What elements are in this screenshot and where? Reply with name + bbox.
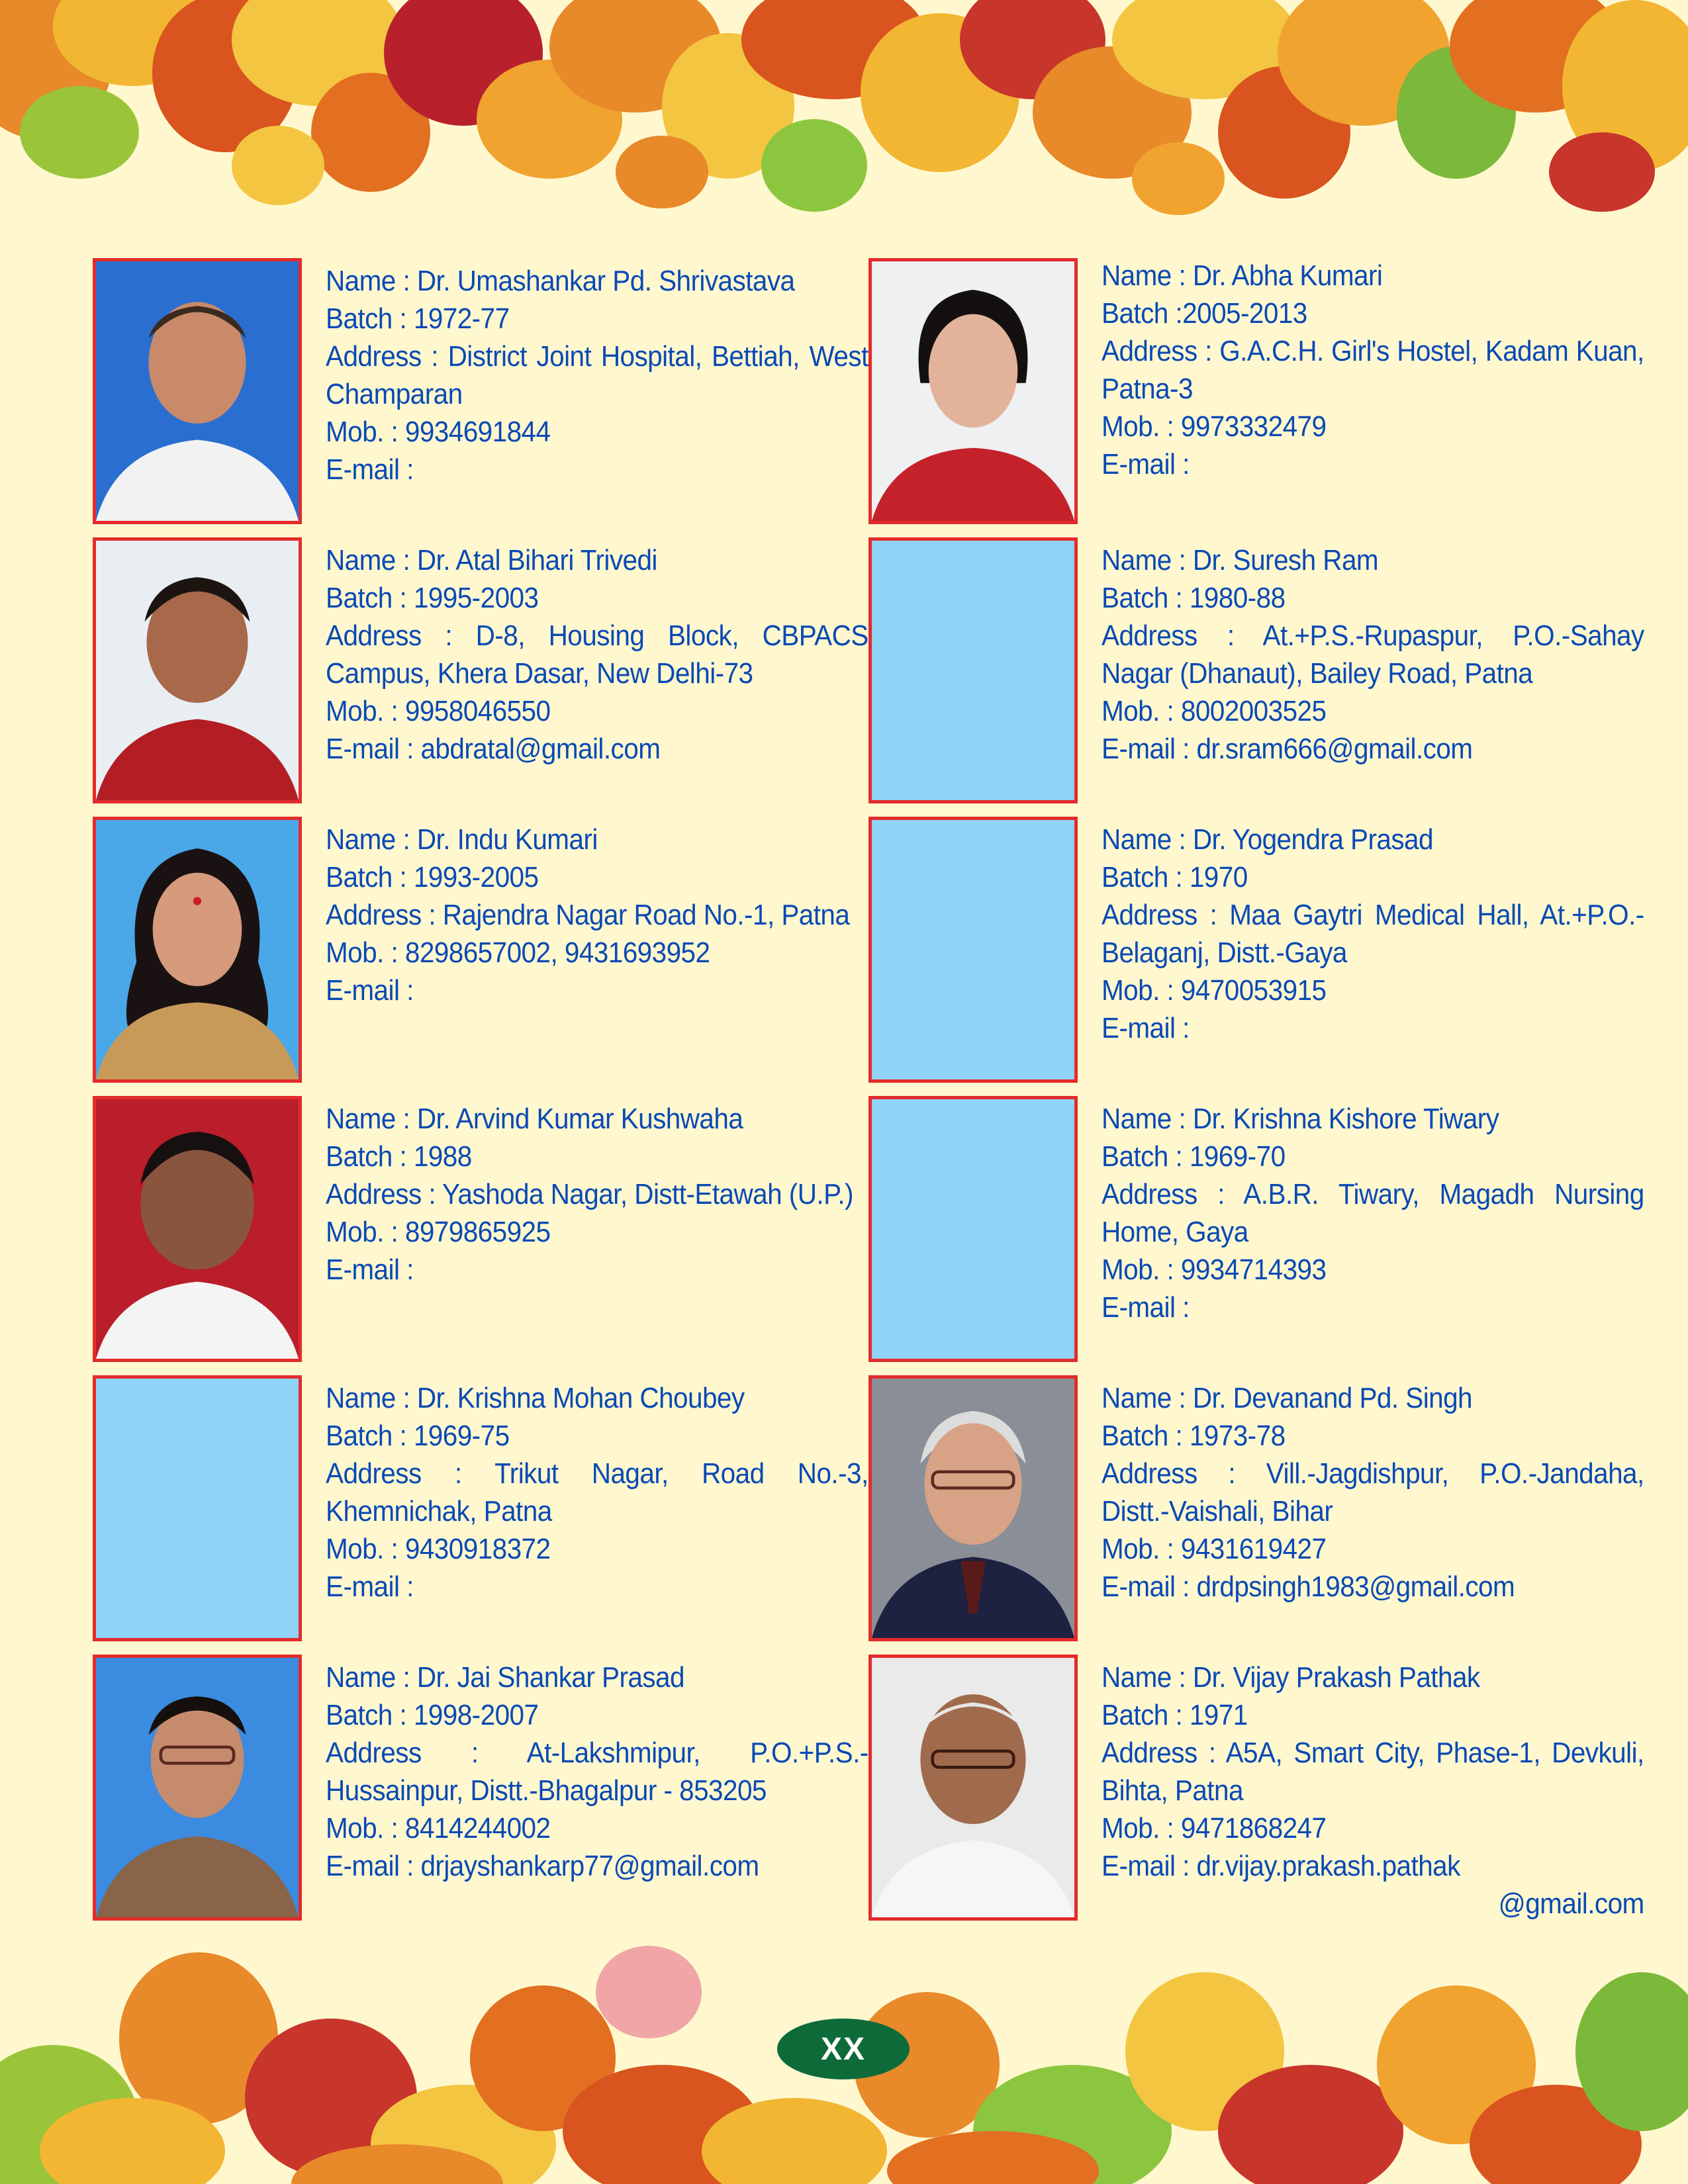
alumni-name: Name : Dr. Atal Bihari Trivedi bbox=[326, 544, 657, 576]
alumni-batch: Batch : 1969-75 bbox=[326, 1420, 510, 1452]
alumni-mobile: Mob. : 9431619427 bbox=[1102, 1533, 1327, 1565]
alumni-details bbox=[326, 821, 868, 1009]
alumni-mobile: Mob. : 9934714393 bbox=[1102, 1253, 1327, 1286]
profile-photo-placeholder bbox=[868, 537, 1078, 803]
alumni-batch: Batch : 1995-2003 bbox=[326, 582, 539, 614]
alumni-address: Address : Yashoda Nagar, Distt-Etawah (U.P.) bbox=[326, 1178, 853, 1210]
profile-photo bbox=[93, 258, 302, 524]
alumni-details bbox=[326, 1659, 868, 1885]
alumni-details bbox=[1102, 257, 1644, 483]
alumni-name: Name : Dr. Jai Shankar Prasad bbox=[326, 1661, 684, 1694]
alumni-entry bbox=[93, 817, 874, 1081]
alumni-batch: Batch : 1998-2007 bbox=[326, 1699, 539, 1731]
alumni-mobile: Mob. : 8979865925 bbox=[326, 1216, 551, 1248]
alumni-batch: Batch : 1970 bbox=[1102, 861, 1248, 893]
alumni-address: Address : District Joint Hospital, Bettiah, West Champaran bbox=[326, 340, 868, 410]
alumni-address: Address : A5A, Smart City, Phase-1, Devkuli, Bihta, Patna bbox=[1102, 1737, 1644, 1807]
alumni-email: E-mail : bbox=[326, 453, 414, 486]
alumni-details bbox=[326, 1379, 868, 1606]
alumni-name: Name : Dr. Yogendra Prasad bbox=[1102, 823, 1433, 856]
alumni-name: Name : Dr. Krishna Kishore Tiwary bbox=[1102, 1103, 1499, 1135]
alumni-details bbox=[326, 262, 868, 488]
alumni-address: Address : A.B.R. Tiwary, Magadh Nursing Home, Gaya bbox=[1102, 1178, 1644, 1248]
alumni-batch: Batch :2005-2013 bbox=[1102, 297, 1307, 330]
alumni-details bbox=[1102, 1659, 1644, 1923]
alumni-name: Name : Dr. Indu Kumari bbox=[326, 823, 598, 856]
alumni-batch: Batch : 1980-88 bbox=[1102, 582, 1286, 614]
profile-photo bbox=[868, 1375, 1078, 1641]
alumni-entry bbox=[93, 1655, 874, 1919]
alumni-entry bbox=[93, 1375, 874, 1640]
alumni-address: Address : Trikut Nagar, Road No.-3, Khemnichak, Patna bbox=[326, 1457, 868, 1527]
alumni-email: E-mail : bbox=[326, 1570, 414, 1603]
alumni-batch: Batch : 1988 bbox=[326, 1140, 472, 1173]
alumni-address: Address : D-8, Housing Block, CBPACS Campus, Khera Dasar, New Delhi-73 bbox=[326, 619, 868, 690]
page-number-badge: XX bbox=[777, 2019, 910, 2079]
alumni-email: E-mail : bbox=[326, 974, 414, 1007]
profile-photo bbox=[868, 258, 1078, 524]
alumni-details bbox=[326, 1100, 868, 1289]
alumni-name: Name : Dr. Devanand Pd. Singh bbox=[1102, 1382, 1473, 1414]
alumni-email: E-mail : drdpsingh1983@gmail.com bbox=[1102, 1570, 1515, 1603]
alumni-email: E-mail : bbox=[326, 1253, 414, 1286]
alumni-mobile: Mob. : 8298657002, 9431693952 bbox=[326, 936, 710, 969]
alumni-details bbox=[1102, 541, 1644, 768]
alumni-mobile: Mob. : 9470053915 bbox=[1102, 974, 1327, 1007]
alumni-email: E-mail : dr.sram666@gmail.com bbox=[1102, 733, 1473, 765]
alumni-name: Name : Dr. Vijay Prakash Pathak bbox=[1102, 1661, 1480, 1694]
alumni-name: Name : Dr. Abha Kumari bbox=[1102, 259, 1383, 292]
alumni-email: E-mail : dr.vijay.prakash.pathak bbox=[1102, 1850, 1460, 1882]
profile-photo bbox=[93, 1096, 302, 1362]
alumni-name: Name : Dr. Umashankar Pd. Shrivastava bbox=[326, 265, 795, 297]
alumni-batch: Batch : 1971 bbox=[1102, 1699, 1248, 1731]
alumni-details bbox=[1102, 1379, 1644, 1606]
alumni-email: E-mail : bbox=[1102, 448, 1190, 480]
alumni-name: Name : Dr. Arvind Kumar Kushwaha bbox=[326, 1103, 743, 1135]
alumni-entry bbox=[93, 1096, 874, 1361]
alumni-email-continued: @gmail.com bbox=[1498, 1888, 1644, 1920]
alumni-email: E-mail : bbox=[1102, 1012, 1190, 1044]
alumni-email: E-mail : drjayshankarp77@gmail.com bbox=[326, 1850, 759, 1882]
alumni-address: Address : Vill.-Jagdishpur, P.O.-Jandaha, Distt.-Vaishali, Bihar bbox=[1102, 1457, 1644, 1527]
alumni-email: E-mail : bbox=[1102, 1291, 1190, 1324]
alumni-details bbox=[1102, 821, 1644, 1047]
alumni-entry bbox=[868, 1375, 1650, 1640]
profile-photo bbox=[93, 1655, 302, 1921]
alumni-details bbox=[1102, 1100, 1644, 1326]
profile-photo bbox=[868, 1655, 1078, 1921]
alumni-mobile: Mob. : 9471868247 bbox=[1102, 1812, 1327, 1844]
alumni-batch: Batch : 1973-78 bbox=[1102, 1420, 1286, 1452]
alumni-mobile: Mob. : 9430918372 bbox=[326, 1533, 551, 1565]
alumni-mobile: Mob. : 8414244002 bbox=[326, 1812, 551, 1844]
alumni-name: Name : Dr. Krishna Mohan Choubey bbox=[326, 1382, 745, 1414]
alumni-details bbox=[326, 541, 868, 768]
alumni-mobile: Mob. : 9973332479 bbox=[1102, 410, 1327, 443]
alumni-entry bbox=[93, 537, 874, 802]
alumni-batch: Batch : 1969-70 bbox=[1102, 1140, 1286, 1173]
alumni-entry bbox=[93, 258, 874, 523]
alumni-mobile: Mob. : 8002003525 bbox=[1102, 695, 1327, 727]
profile-photo-placeholder bbox=[868, 817, 1078, 1083]
alumni-address: Address : G.A.C.H. Girl's Hostel, Kadam Kuan, Patna-3 bbox=[1102, 335, 1644, 405]
alumni-batch: Batch : 1972-77 bbox=[326, 302, 510, 335]
alumni-batch: Batch : 1993-2005 bbox=[326, 861, 539, 893]
alumni-address: Address : At.+P.S.-Rupaspur, P.O.-Sahay Nagar (Dhanaut), Bailey Road, Patna bbox=[1102, 619, 1644, 690]
alumni-entry bbox=[868, 537, 1650, 802]
alumni-entry bbox=[868, 817, 1650, 1081]
alumni-name: Name : Dr. Suresh Ram bbox=[1102, 544, 1379, 576]
alumni-address: Address : Maa Gaytri Medical Hall, At.+P.O.-Belaganj, Distt.-Gaya bbox=[1102, 899, 1644, 969]
alumni-email: E-mail : abdratal@gmail.com bbox=[326, 733, 661, 765]
alumni-mobile: Mob. : 9934691844 bbox=[326, 416, 551, 448]
alumni-entry bbox=[868, 1096, 1650, 1361]
alumni-mobile: Mob. : 9958046550 bbox=[326, 695, 551, 727]
alumni-address: Address : Rajendra Nagar Road No.-1, Patna bbox=[326, 899, 850, 931]
profile-photo-placeholder bbox=[93, 1375, 302, 1641]
alumni-address: Address : At-Lakshmipur, P.O.+P.S.- Hussainpur, Distt.-Bhagalpur - 853205 bbox=[326, 1737, 868, 1807]
profile-photo bbox=[93, 537, 302, 803]
alumni-entry bbox=[868, 258, 1650, 523]
profile-photo bbox=[93, 817, 302, 1083]
alumni-entry bbox=[868, 1655, 1650, 1946]
profile-photo-placeholder bbox=[868, 1096, 1078, 1362]
autumn-leaves-top-border bbox=[0, 0, 1688, 225]
